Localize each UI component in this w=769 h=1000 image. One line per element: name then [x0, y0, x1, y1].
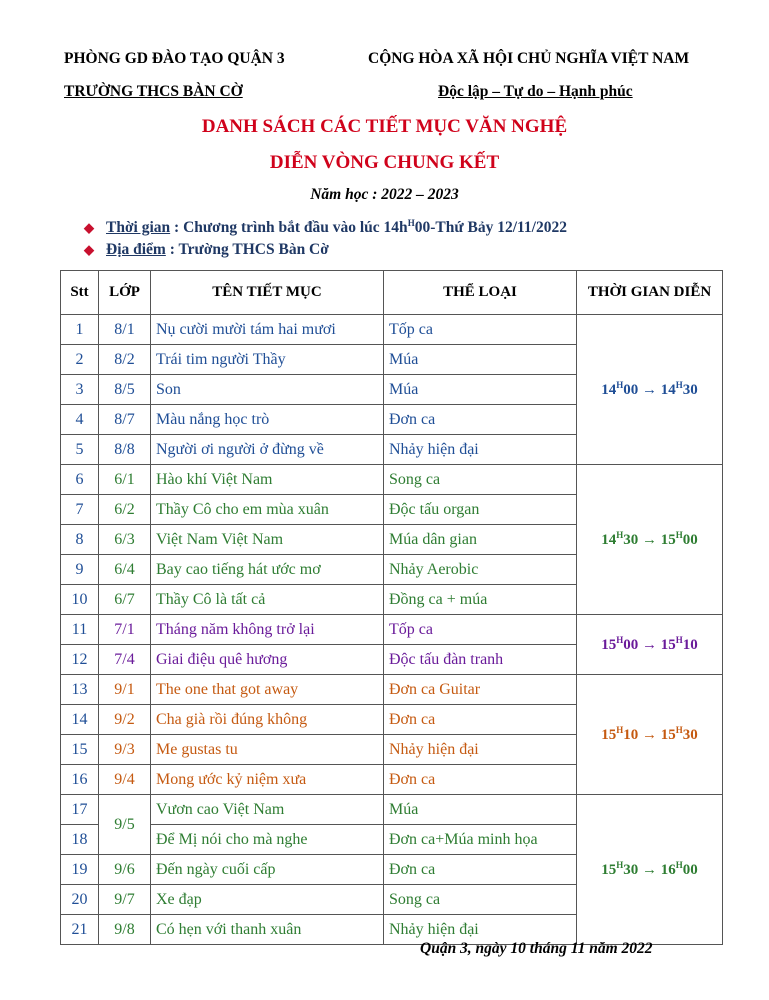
cell-ten-tiet-muc: Nụ cười mười tám hai mươi: [151, 315, 384, 345]
cell-the-loai: Đơn ca+Múa minh họa: [384, 825, 577, 855]
cell-the-loai: Đồng ca + múa: [384, 585, 577, 615]
document-title: DANH SÁCH CÁC TIẾT MỤC VĂN NGHỆ: [201, 116, 568, 137]
header-lop: LỚP: [99, 271, 151, 315]
school-year: Năm học : 2022 – 2023: [310, 186, 459, 203]
cell-the-loai: Đơn ca Guitar: [384, 675, 577, 705]
cell-the-loai: Song ca: [384, 885, 577, 915]
cell-the-loai: Đơn ca: [384, 765, 577, 795]
cell-ten-tiet-muc: Màu nắng học trò: [151, 405, 384, 435]
cell-lop: 9/6: [99, 855, 151, 885]
arrow-right-icon: →: [642, 862, 657, 878]
cell-ten-tiet-muc: Trái tim người Thầy: [151, 345, 384, 375]
time-end-hour: 15: [660, 637, 676, 653]
table-header-row: [61, 271, 723, 315]
cell-stt: 4: [61, 405, 99, 435]
cell-the-loai: Nhảy hiện đại: [384, 435, 577, 465]
cell-ten-tiet-muc: Thầy Cô cho em mùa xuân: [151, 495, 384, 525]
cell-lop: 8/1: [99, 315, 151, 345]
cell-ten-tiet-muc: Cha già rồi đúng không: [151, 705, 384, 735]
time-end-min: 00: [682, 532, 698, 548]
cell-ten-tiet-muc: Bay cao tiếng hát ước mơ: [151, 555, 384, 585]
cell-ten-tiet-muc: Đến ngày cuối cấp: [151, 855, 384, 885]
cell-ten-tiet-muc: The one that got away: [151, 675, 384, 705]
cell-lop: 9/4: [99, 765, 151, 795]
cell-ten-tiet-muc: Vươn cao Việt Nam: [151, 795, 384, 825]
cell-lop: 9/7: [99, 885, 151, 915]
header-stt: Stt: [61, 271, 99, 315]
time-sup: H: [675, 635, 683, 645]
cell-lop: 6/1: [99, 465, 151, 495]
time-start-hour: 15: [601, 637, 617, 653]
time-label: Thời gian: [106, 219, 171, 237]
time-start-min: 00: [623, 637, 639, 653]
header-the-loai: THỂ LOẠI: [384, 271, 577, 315]
cell-time-slot: [577, 465, 723, 615]
cell-the-loai: Múa dân gian: [384, 525, 577, 555]
time-start-hour: 14: [601, 532, 617, 548]
place-label: Địa điểm: [106, 241, 166, 258]
cell-stt: 3: [61, 375, 99, 405]
cell-stt: 9: [61, 555, 99, 585]
cell-ten-tiet-muc: Có hẹn với thanh xuân: [151, 915, 384, 945]
cell-lop: 9/8: [99, 915, 151, 945]
time-sup: H: [616, 530, 624, 540]
cell-stt: 6: [61, 465, 99, 495]
time-sup: H: [616, 635, 624, 645]
header-thoi-gian: THỜI GIAN DIỄN: [577, 271, 723, 315]
time-rest: 00-Thứ Bảy 12/11/2022: [414, 219, 567, 237]
cell-stt: 18: [61, 825, 99, 855]
cell-ten-tiet-muc: Thầy Cô là tất cả: [151, 585, 384, 615]
time-sup: H: [616, 860, 624, 870]
program-table: [60, 270, 723, 945]
cell-stt: 13: [61, 675, 99, 705]
cell-lop: 6/4: [99, 555, 151, 585]
cell-lop: 7/4: [99, 645, 151, 675]
table-row: [61, 615, 723, 645]
time-sup: H: [675, 380, 683, 390]
cell-stt: 21: [61, 915, 99, 945]
cell-stt: 14: [61, 705, 99, 735]
cell-lop: 8/2: [99, 345, 151, 375]
cell-ten-tiet-muc: Xe đạp: [151, 885, 384, 915]
time-end-hour: 15: [660, 532, 676, 548]
cell-stt: 20: [61, 885, 99, 915]
cell-ten-tiet-muc: Hào khí Việt Nam: [151, 465, 384, 495]
cell-lop: 9/1: [99, 675, 151, 705]
cell-lop: 9/2: [99, 705, 151, 735]
time-start-hour: 14: [601, 382, 617, 398]
cell-stt: 5: [61, 435, 99, 465]
arrow-right-icon: →: [642, 637, 657, 653]
cell-stt: 16: [61, 765, 99, 795]
document-subtitle: DIỄN VÒNG CHUNG KẾT: [269, 152, 500, 173]
time-start-min: 00: [623, 382, 639, 398]
cell-ten-tiet-muc: Để Mị nói cho mà nghe: [151, 825, 384, 855]
table-row: [61, 465, 723, 495]
table-row: [61, 315, 723, 345]
cell-ten-tiet-muc: Me gustas tu: [151, 735, 384, 765]
cell-stt: 1: [61, 315, 99, 345]
time-start-hour: 15: [601, 727, 617, 743]
cell-lop: 6/2: [99, 495, 151, 525]
cell-stt: 15: [61, 735, 99, 765]
cell-stt: 17: [61, 795, 99, 825]
cell-lop: 9/5: [99, 795, 151, 855]
table-row: [61, 795, 723, 825]
cell-time-slot: [577, 675, 723, 795]
table-row: [61, 675, 723, 705]
cell-lop: 8/8: [99, 435, 151, 465]
time-sup: H: [616, 725, 624, 735]
cell-the-loai: Độc tấu đàn tranh: [384, 645, 577, 675]
time-end-hour: 15: [660, 727, 676, 743]
cell-the-loai: Độc tấu organ: [384, 495, 577, 525]
diamond-bullet-icon: ◆: [84, 220, 94, 236]
time-value: : Chương trình bắt đầu vào lúc 14h: [170, 219, 408, 237]
cell-ten-tiet-muc: Giai điệu quê hương: [151, 645, 384, 675]
cell-the-loai: Đơn ca: [384, 705, 577, 735]
time-sup: H: [675, 725, 683, 735]
cell-stt: 10: [61, 585, 99, 615]
cell-stt: 19: [61, 855, 99, 885]
cell-the-loai: Nhảy hiện đại: [384, 915, 577, 945]
cell-time-slot: [577, 315, 723, 465]
time-start-min: 10: [623, 727, 639, 743]
header-right-line2: Độc lập – Tự do – Hạnh phúc: [438, 83, 633, 100]
time-sup: H: [616, 380, 624, 390]
cell-lop: 9/3: [99, 735, 151, 765]
header-ten: TÊN TIẾT MỤC: [151, 271, 384, 315]
footer-date: Quận 3, ngày 10 tháng 11 năm 2022: [420, 940, 653, 957]
arrow-right-icon: →: [642, 532, 657, 548]
cell-the-loai: Múa: [384, 795, 577, 825]
cell-stt: 7: [61, 495, 99, 525]
cell-lop: 8/5: [99, 375, 151, 405]
time-start-hour: 15: [601, 862, 617, 878]
time-sup: H: [407, 218, 415, 228]
time-end-min: 10: [682, 637, 698, 653]
cell-lop: 6/7: [99, 585, 151, 615]
cell-the-loai: Nhảy Aerobic: [384, 555, 577, 585]
cell-lop: 6/3: [99, 525, 151, 555]
cell-the-loai: Múa: [384, 375, 577, 405]
time-end-hour: 16: [660, 862, 676, 878]
cell-the-loai: Nhảy hiện đại: [384, 735, 577, 765]
place-info: [84, 241, 329, 259]
time-end-min: 30: [682, 727, 698, 743]
cell-ten-tiet-muc: Mong ước kỷ niệm xưa: [151, 765, 384, 795]
time-end-min: 00: [682, 862, 698, 878]
cell-the-loai: Song ca: [384, 465, 577, 495]
cell-ten-tiet-muc: Việt Nam Việt Nam: [151, 525, 384, 555]
time-sup: H: [675, 860, 683, 870]
time-end-hour: 14: [660, 382, 676, 398]
cell-ten-tiet-muc: Son: [151, 375, 384, 405]
time-end-min: 30: [682, 382, 698, 398]
arrow-right-icon: →: [642, 727, 657, 743]
cell-stt: 2: [61, 345, 99, 375]
cell-the-loai: Đơn ca: [384, 405, 577, 435]
cell-time-slot: [577, 795, 723, 945]
cell-ten-tiet-muc: Người ơi người ở đừng về: [151, 435, 384, 465]
cell-the-loai: Múa: [384, 345, 577, 375]
time-info: [84, 218, 567, 237]
diamond-bullet-icon: ◆: [84, 242, 94, 257]
cell-lop: 7/1: [99, 615, 151, 645]
header-right-line1: CỘNG HÒA XÃ HỘI CHỦ NGHĨA VIỆT NAM: [368, 50, 690, 67]
cell-the-loai: Đơn ca: [384, 855, 577, 885]
cell-ten-tiet-muc: Tháng năm không trở lại: [151, 615, 384, 645]
time-start-min: 30: [623, 862, 639, 878]
time-sup: H: [675, 530, 683, 540]
cell-time-slot: [577, 615, 723, 675]
header-left-line1: PHÒNG GD ĐÀO TẠO QUẬN 3: [64, 50, 285, 67]
cell-stt: 12: [61, 645, 99, 675]
cell-stt: 11: [61, 615, 99, 645]
cell-the-loai: Tốp ca: [384, 315, 577, 345]
arrow-right-icon: →: [642, 382, 657, 398]
place-value: : Trường THCS Bàn Cờ: [165, 241, 329, 258]
header-left-line2: TRƯỜNG THCS BÀN CỜ: [64, 83, 243, 100]
cell-stt: 8: [61, 525, 99, 555]
cell-lop: 8/7: [99, 405, 151, 435]
time-start-min: 30: [623, 532, 639, 548]
cell-the-loai: Tốp ca: [384, 615, 577, 645]
